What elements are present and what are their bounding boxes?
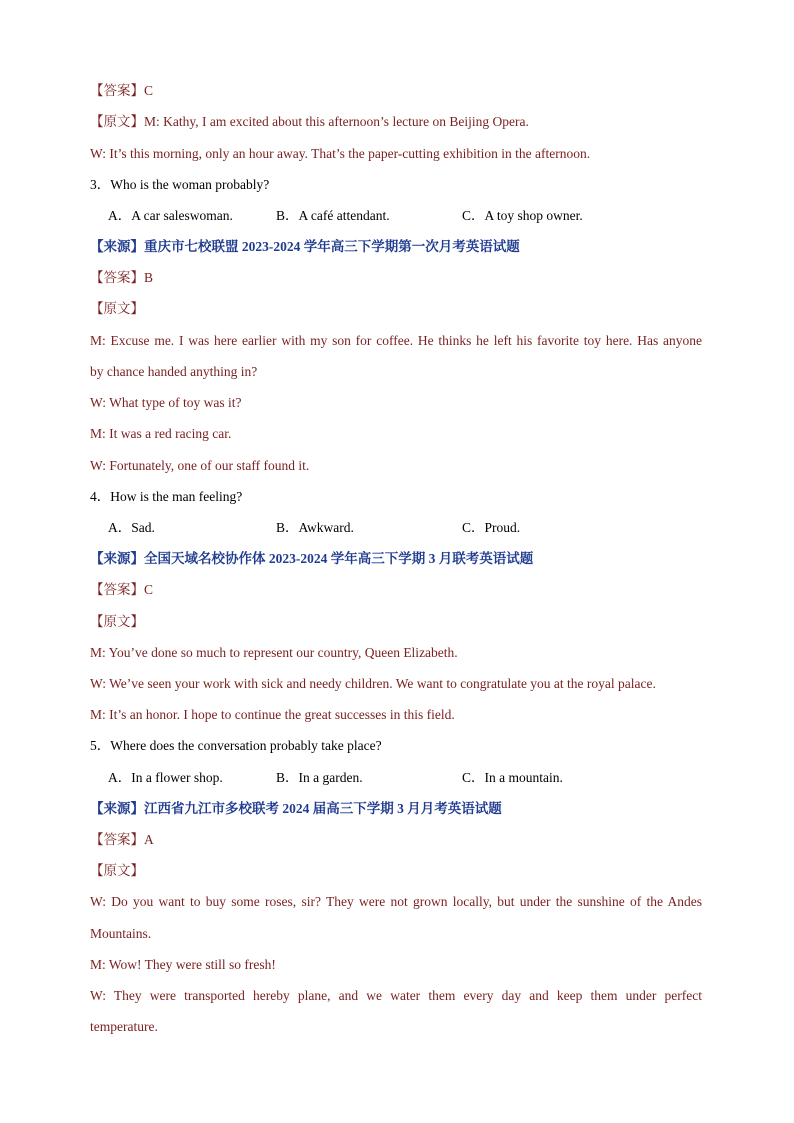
q5-option-a: A．In a flower shop. [108,770,223,785]
q3-option-a: A．A car saleswoman. [108,208,233,223]
transcript-line: M: It was a red racing car. [90,426,232,441]
q3-option-b: B．A café attendant. [276,208,390,223]
transcript-label: 【原文】 [90,301,144,316]
transcript-line: 【原文】M: Kathy, I am excited about this afternoon’s lecture on Beijing Opera. [90,114,529,129]
transcript-line: M: It’s an honor. I hope to continue the great successes in this field. [90,707,455,722]
transcript-label: 【原文】 [90,863,144,878]
transcript-line: W: We’ve seen your work with sick and needy children. We want to congratulate you at the royal palace. [90,676,656,691]
q3-option-c: C．A toy shop owner. [462,208,583,223]
answer-label: 【答案】A [90,832,154,847]
transcript-line: temperature. [90,1019,158,1034]
transcript-line: by chance handed anything in? [90,364,258,379]
question-5: 5．Where does the conversation probably take place? [90,738,382,753]
source-label: 【来源】重庆市七校联盟 2023-2024 学年高三下学期第一次月考英语试题 [90,239,520,254]
transcript-line: W: They were transported hereby plane, and we water them every day and keep them under perfect [90,988,702,1003]
question-3: 3．Who is the woman probably? [90,177,270,192]
question-4: 4．How is the man feeling? [90,489,243,504]
q4-option-b: B．Awkward. [276,520,354,535]
q4-option-c: C．Proud. [462,520,521,535]
transcript-label: 【原文】 [90,614,144,629]
answer-label: 【答案】C [90,83,154,98]
answer-label: 【答案】B [90,270,154,285]
transcript-line: W: It’s this morning, only an hour away. That’s the paper-cutting exhibition in the afternoon. [90,146,591,161]
transcript-line: Mountains. [90,926,152,941]
q5-option-b: B．In a garden. [276,770,363,785]
transcript-line: W: Fortunately, one of our staff found it. [90,458,310,473]
source-label: 【来源】全国天域名校协作体 2023-2024 学年高三下学期 3 月联考英语试题 [90,551,534,566]
q5-option-c: C．In a mountain. [462,770,563,785]
transcript-line: M: Excuse me. I was here earlier with my son for coffee. He thinks he left his favorite toy here. Has anyone [90,333,702,348]
q4-option-a: A．Sad. [108,520,155,535]
transcript-line: M: You’ve done so much to represent our country, Queen Elizabeth. [90,645,458,660]
transcript-line: W: What type of toy was it? [90,395,242,410]
transcript-line: M: Wow! They were still so fresh! [90,957,276,972]
transcript-line: W: Do you want to buy some roses, sir? They were not grown locally, but under the sunshine of the Andes [90,894,702,909]
source-label: 【来源】江西省九江市多校联考 2024 届高三下学期 3 月月考英语试题 [90,801,502,816]
answer-label: 【答案】C [90,582,154,597]
